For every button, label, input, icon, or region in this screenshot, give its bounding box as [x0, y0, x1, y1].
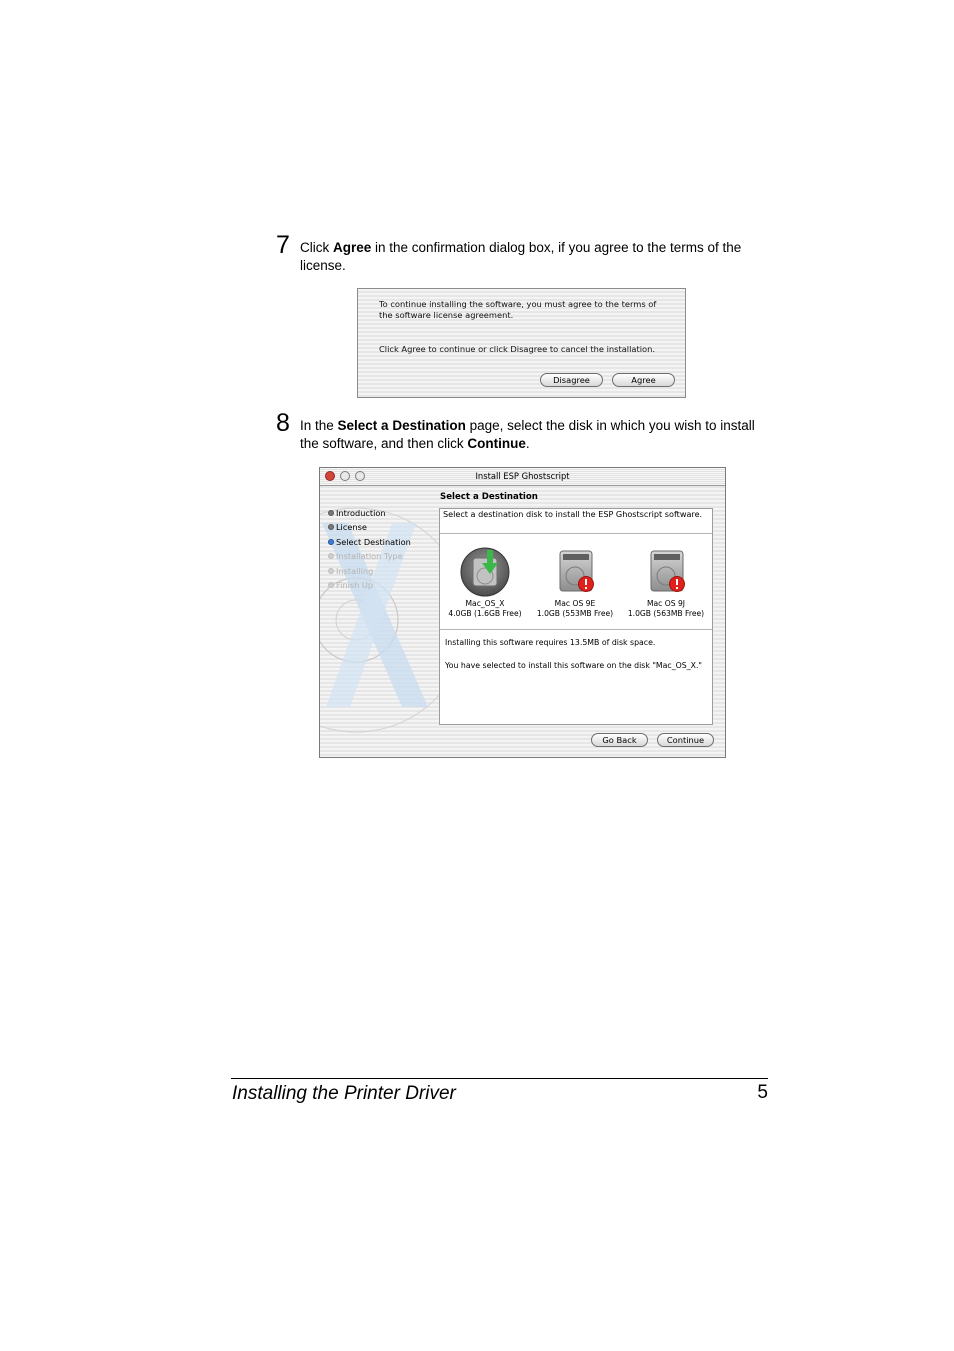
disk-option-mac-os-9j[interactable]: [621, 546, 711, 619]
footer-section-title: Installing the Printer Driver: [232, 1083, 456, 1104]
nav-step-introduction: Introduction: [328, 508, 386, 518]
divider: [440, 629, 712, 630]
step-instruction: In the Select a Destination page, select the disk in which you wish to install the software, and then click Continue.: [300, 418, 755, 451]
destination-prompt: Select a destination disk to install the ESP Ghostscript software.: [443, 509, 703, 519]
license-confirmation-dialog: [357, 288, 686, 398]
pending-bullet-icon: [328, 553, 334, 559]
step-instruction: Click Agree in the confirmation dialog box, if you agree to the terms of the license.: [300, 240, 742, 273]
pending-bullet-icon: [328, 568, 334, 574]
disk-name: Mac_OS_X: [465, 599, 505, 608]
nav-step-select-destination: Select Destination: [328, 537, 411, 547]
done-bullet-icon: [328, 524, 334, 530]
disk-name: Mac OS 9E: [554, 599, 596, 608]
nav-step-installing: Installing: [328, 566, 373, 576]
window-title: Install ESP Ghostscript: [475, 471, 570, 481]
step-number: 7: [276, 231, 290, 259]
footer-divider: [231, 1078, 768, 1079]
selected-disk-summary: You have selected to install this software on the disk "Mac_OS_X.": [445, 661, 703, 670]
disagree-button[interactable]: Disagree: [540, 373, 603, 387]
nav-step-finish-up: Finish Up: [328, 580, 373, 590]
page-number: 5: [757, 1082, 768, 1103]
go-back-button[interactable]: Go Back: [591, 733, 648, 747]
disk-space-requirement: Installing this software requires 13.5MB of disk space.: [445, 638, 656, 647]
disk-name: Mac OS 9J: [646, 599, 686, 608]
window-titlebar[interactable]: [320, 468, 725, 486]
dialog-message-line: Click Agree to continue or click Disagree to cancel the installation.: [379, 344, 656, 354]
nav-step-installation-type: Installation Type: [328, 551, 403, 561]
pane-heading: Select a Destination: [440, 492, 538, 502]
continue-button[interactable]: Continue: [657, 733, 714, 747]
nav-step-license: License: [328, 522, 367, 532]
current-bullet-icon: [328, 539, 334, 545]
dialog-message-line: To continue installing the software, you must agree to the terms of: [379, 299, 657, 309]
disk-size: 4.0GB (1.6GB Free): [448, 609, 522, 618]
installer-window: [319, 467, 726, 758]
disk-size: 1.0GB (563MB Free): [627, 609, 705, 618]
disk-option-mac-os-x[interactable]: [440, 546, 530, 619]
dialog-message-line: the software license agreement.: [379, 310, 514, 320]
disk-option-mac-os-9e[interactable]: [530, 546, 620, 619]
hard-disk-warning-icon: [639, 546, 693, 598]
disk-size: 1.0GB (553MB Free): [536, 609, 614, 618]
destination-content-box: [439, 508, 713, 725]
step-number: 8: [276, 409, 290, 437]
selected-install-disk-icon: [458, 546, 512, 598]
done-bullet-icon: [328, 510, 334, 516]
pending-bullet-icon: [328, 582, 334, 588]
hard-disk-warning-icon: [548, 546, 602, 598]
agree-button[interactable]: Agree: [612, 373, 675, 387]
divider: [440, 533, 712, 534]
